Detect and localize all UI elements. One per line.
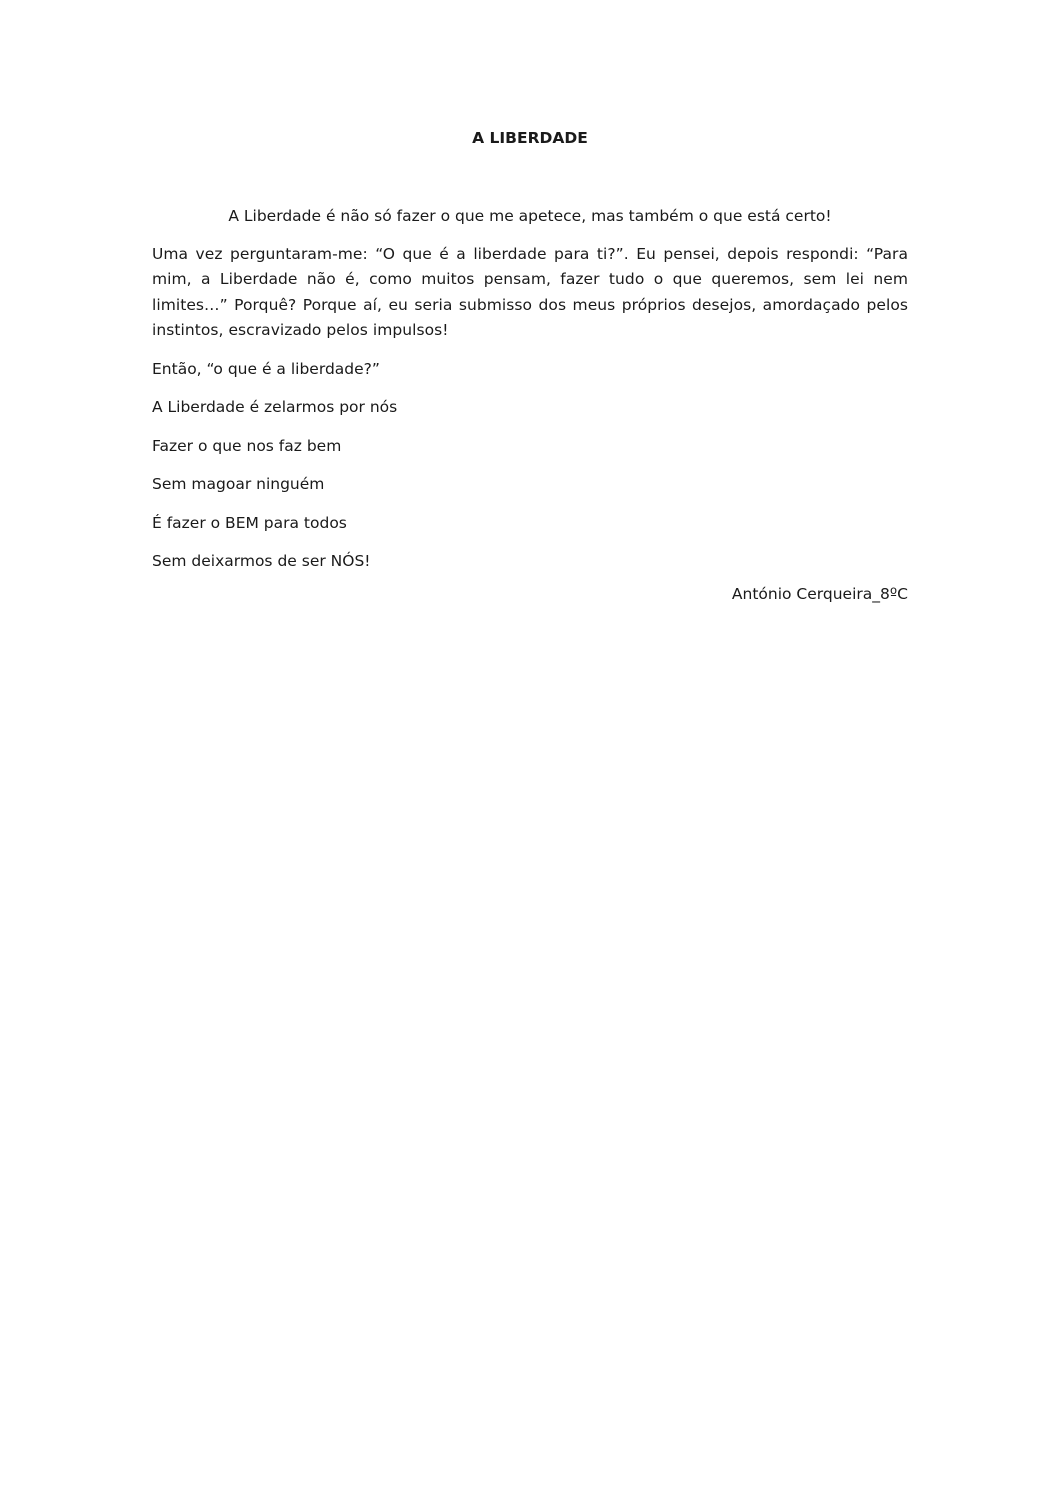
text-line: É fazer o BEM para todos [152,513,347,532]
document-title: A LIBERDADE [472,129,588,147]
text-line: Sem magoar ninguém [152,475,325,493]
document-body [152,126,908,607]
text-line: Então, “o que é a liberdade?” [152,359,380,378]
text-line: Fazer o que nos faz bem [152,436,342,455]
lead-sentence: A Liberdade é não só fazer o que me apetece, mas também o que está certo! [228,207,832,225]
text-line: Sem deixarmos de ser NÓS! [152,552,371,570]
body-paragraph: Uma vez perguntaram-me: “O que é a liberdade para ti?”. Eu pensei, depois respondi: “Para mim, a Liberdade não é, como muitos pensam, fazer tudo o que queremos, sem lei nem limites…” Porquê? Porque aí, eu seria submisso dos meus próprios desejos, amordaçado pelos instintos, escravizado pelos impulsos! [152,244,908,339]
text-line: A Liberdade é zelarmos por nós [152,398,398,416]
author-signature: António Cerqueira_8ºC [731,584,908,603]
